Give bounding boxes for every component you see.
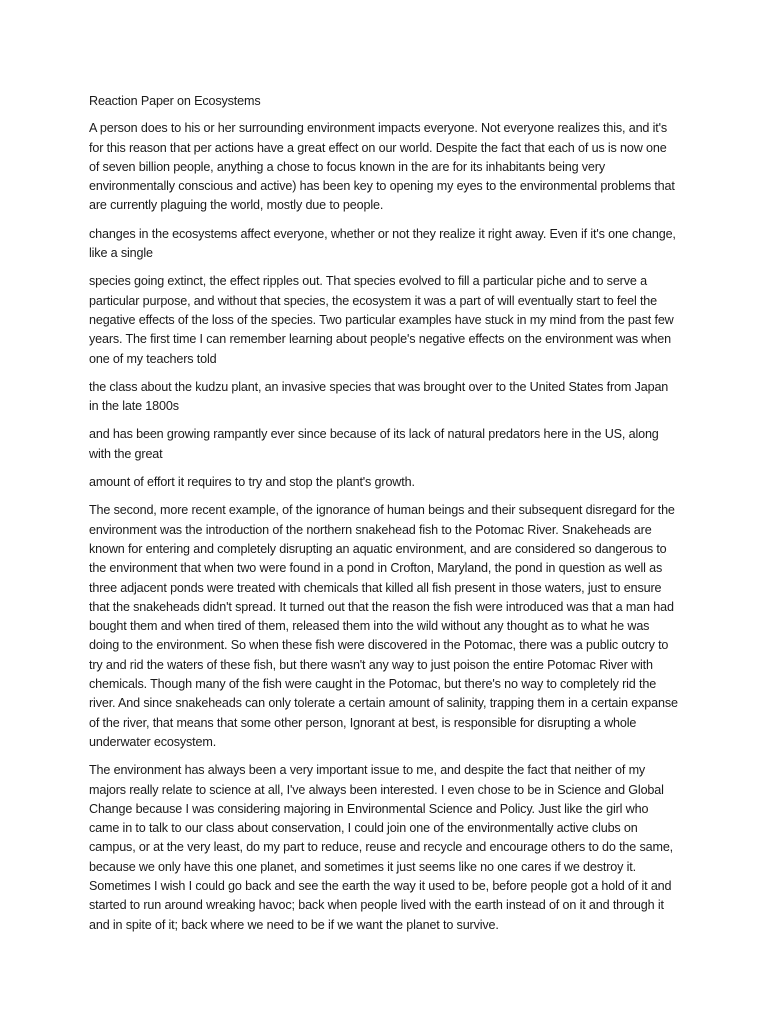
paragraph-snakehead: The second, more recent example, of the ignorance of human beings and their subsequent disregard for the environment was the introduction of the northern snakehead fish to the Potomac River. Snakeheads are known for entering and completely disrupting an aquatic environment, and are considered so dangerous to the environment that when two were found in a pond in Crofton, Maryland, the pond in question as well as three adjacent ponds were treated with chemicals that killed all fish present in those waters, just to ensure that the snakeheads didn't spread. It turned out that the reason the fish were introduced was that a man had bought them and when tired of them, released them into the wild without any thought as to what he was doing to the environment. So when these fish were discovered in the Potomac, there was a public outcry to try and rid the waters of these fish, but there wasn't any way to just poison the entire Potomac River with chemicals. Though many of the fish were caught in the Potomac, but there's no way to completely rid the river. And since snakeheads can only tolerate a certain amount of salinity, trapping them in a certain expanse of the river, that means that some other person, Ignorant at best, is responsible for disrupting a whole underwater ecosystem. [89, 503, 678, 749]
document-body [89, 92, 679, 944]
paragraph-rampant-growth: and has been growing rampantly ever since because of its lack of natural predators here in the US, along with the great [89, 427, 659, 461]
paragraph-conclusion: The environment has always been a very important issue to me, and despite the fact that neither of my majors really relate to science at all, I've always been interested. I even chose to be in Science and Global Change because I was considering majoring in Environmental Science and Policy. Just like the girl who came in to talk to our class about conservation, I could join one of the environmentally active clubs on campus, or at the very least, do my part to reduce, reuse and recycle and encourage others to do the same, because we only have this one planet, and sometimes it just seems like no one cares if we destroy it. Sometimes I wish I could go back and see the earth the way it used to be, before people got a hold of it and started to run around wreaking havoc; back when people lived with the earth instead of on it and through it and in spite of it; back where we need to be if we want the planet to survive. [89, 763, 674, 932]
paragraph-changes: changes in the ecosystems affect everyone, whether or not they realize it right away. Even if it's one change, like a single [89, 226, 676, 261]
paragraph-effort: amount of effort it requires to try and stop the plant's growth. [89, 475, 415, 490]
document-title: Reaction Paper on Ecosystems [89, 94, 261, 108]
paragraph-species-extinct: species going extinct, the effect ripples out. That species evolved to fill a particular piche and to serve a particular purpose, and without that species, the ecosystem it was a part of will eventually start to feel the negative effects of the loss of the species. Two particular examples have stuck in my mind from the past few years. The first time I can remember learning about people's negative effects on the environment was when one of my teachers told [89, 274, 674, 366]
paragraph-intro: A person does to his or her surrounding environment impacts everyone. Not everyone realizes this, and it's for this reason that per actions have a great effect on our world. Despite the fact that each of us is now one of seven billion people, anything a chose to focus known in the are for its inhabitants being very environmentally conscious and active) has been key to opening my eyes to the environmental problems that are currently plaguing the world, mostly due to people. [89, 121, 675, 213]
paragraph-kudzu: the class about the kudzu plant, an invasive species that was brought over to the United States from Japan in the late 1800s [89, 379, 669, 414]
